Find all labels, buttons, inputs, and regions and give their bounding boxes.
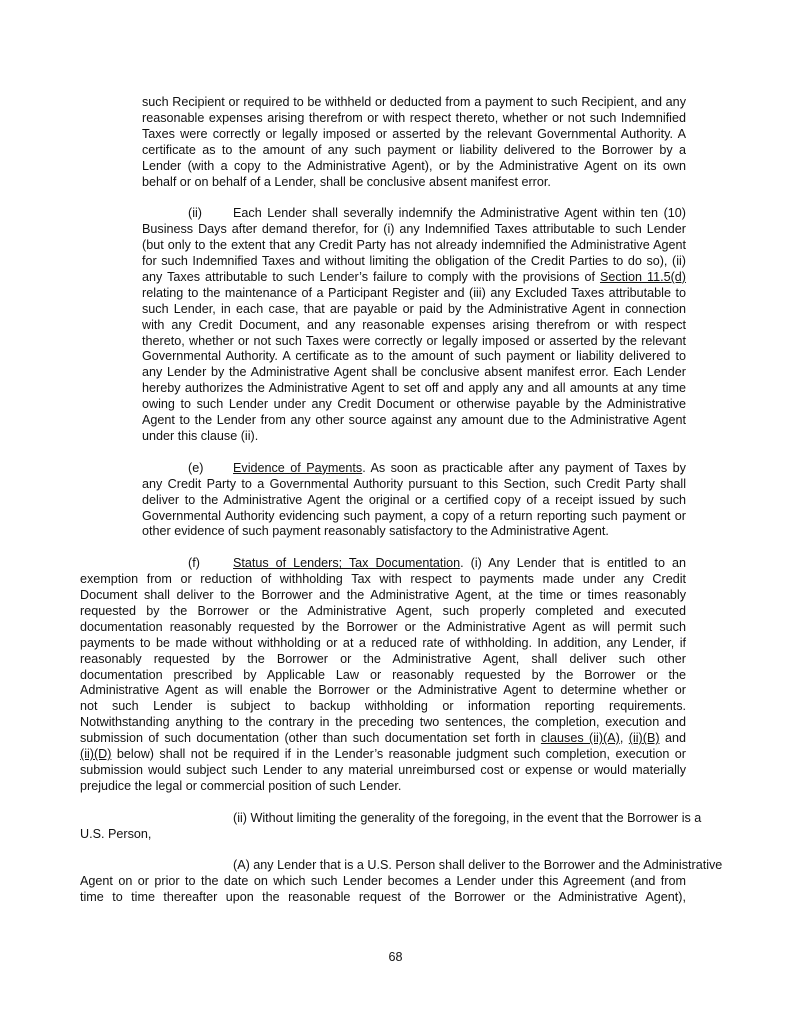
line-text: (A) any Lender that is a U.S. Person shall deliver to the Borrower and the Administrative (233, 858, 723, 873)
line-text: below) shall not be required if in the Lender’s reasonable judgment such completion, execution or (111, 747, 686, 762)
text-line (142, 159, 686, 175)
line-text: requested by the Borrower or the Administrative Agent, such properly completed and executed (80, 603, 686, 618)
clause-label: (e) (188, 460, 204, 475)
line-text: behalf or on behalf of a Lender, shall be conclusive absent manifest error. (142, 174, 551, 189)
text-line (80, 731, 686, 747)
document-body (80, 95, 723, 922)
text-line (142, 509, 686, 525)
line-text: and (659, 731, 686, 746)
line-text: submission of such documentation (other than such documentation set forth in (80, 731, 541, 746)
line-text: Agent to the Lender from any other source against any amount due to the Administrative Agent (142, 413, 686, 428)
line-text: certificate as to the amount of any such payment or liability delivered to the Borrower by a (142, 142, 686, 157)
line-text: Document shall deliver to the Borrower and the Administrative Agent, at the time or times reasonably (80, 588, 686, 603)
line-text: for such Indemnified Taxes and without limiting the obligation of the Credit Parties to do so), (ii) (142, 254, 686, 269)
line-text: prejudice the legal or commercial position of such Lender. (80, 778, 402, 793)
text-line (142, 127, 686, 143)
line-text: any Credit Party to a Governmental Authority pursuant to this Section, such Credit Party shall (142, 476, 686, 491)
text-line (80, 620, 686, 636)
text-line (142, 413, 686, 429)
text-line (80, 874, 686, 890)
line-text: Lender (with a copy to the Administrative Agent), or by the Administrative Agent on its own (142, 158, 686, 173)
line-text: such Recipient or required to be withheld or deducted from a payment to such Recipient, and any (142, 95, 686, 109)
cross-reference: (ii)(D) (80, 747, 112, 762)
line-text: . As soon as practicable after any payment of Taxes by (362, 460, 686, 475)
cross-reference: Evidence of Payments (233, 460, 363, 475)
cross-reference: Status of Lenders; Tax Documentation (233, 556, 461, 571)
text-line (80, 572, 686, 588)
text-line (142, 493, 686, 509)
text-line (142, 318, 686, 334)
text-line (80, 827, 686, 843)
cross-reference: clauses (ii)(A) (540, 731, 620, 746)
text-line (142, 334, 686, 350)
text-line (80, 588, 686, 604)
line-text: payments to be made without withholding or at a reduced rate of withholding. In addition, any Lender, if (80, 635, 686, 650)
text-line (142, 95, 686, 111)
text-line (142, 365, 686, 381)
paragraph (142, 206, 686, 445)
line-text: , (619, 731, 629, 746)
paragraph (80, 810, 702, 843)
line-text: Taxes were correctly or legally imposed or asserted by the relevant Governmental Authority. A (142, 126, 686, 141)
line-text: thereto, whether or not such Taxes were correctly or legally imposed or asserted by the relevant (142, 333, 686, 348)
line-text: submission would subject such Lender to any material unreimbursed cost or expense or would materially (80, 763, 686, 778)
line-text: reasonably requested by the Borrower or the Administrative Agent, shall deliver such other (80, 651, 686, 666)
text-line (142, 238, 686, 254)
paragraph (142, 461, 686, 541)
text-line (80, 858, 723, 874)
text-line (80, 779, 686, 795)
line-text: Business Days after demand therefor, for (i) any Indemnified Taxes attributable to such Lender (142, 222, 686, 237)
line-text: with any Credit Document, and any reasonable expenses arising therefrom or with respect (142, 317, 686, 332)
text-line (80, 556, 686, 572)
text-line (142, 397, 686, 413)
text-line (80, 636, 686, 652)
line-text: documentation reasonably requested by the Borrower or the Administrative Agent as will permit such (80, 619, 686, 634)
text-line (80, 715, 686, 731)
text-line (142, 286, 686, 302)
line-text: time to time thereafter upon the reasonable request of the Borrower or the Administrative Agent), (80, 890, 686, 905)
text-line (142, 270, 686, 286)
line-text: Governmental Authority. A certificate as to the amount of such payment or liability delivered to (142, 349, 686, 364)
line-text: deliver to the Administrative Agent the original or a certified copy of a receipt issued by such (142, 492, 686, 507)
line-text: documentation prescribed by Applicable Law or reasonably requested by the Borrower or the (80, 667, 686, 682)
text-line (80, 763, 686, 779)
cross-reference: Section 11.5(d) (599, 269, 686, 284)
clause-label: (ii) (188, 206, 202, 221)
line-text: reasonable expenses arising therefrom or with respect thereto, whether or not such Indemnified (142, 110, 686, 125)
line-text: Notwithstanding anything to the contrary in the preceding two sentences, the completion, execution and (80, 715, 686, 730)
text-line (142, 206, 686, 222)
line-text: . (i) Any Lender that is entitled to an (460, 556, 686, 571)
text-line (142, 111, 686, 127)
line-text: exemption from or reduction of withholding Tax with respect to payments made under any Credit (80, 572, 686, 587)
page-number: 68 (388, 950, 403, 964)
paragraph (142, 95, 686, 190)
text-line (80, 604, 686, 620)
cross-reference: (ii)(B) (628, 731, 660, 746)
text-line (142, 477, 686, 493)
text-line (142, 222, 686, 238)
line-text: Administrative Agent as will enable the Borrower or the Administrative Agent to determine whether or (80, 683, 686, 698)
line-text: other evidence of such payment reasonably satisfactory to the Administrative Agent. (142, 524, 609, 539)
text-line (142, 302, 686, 318)
line-text: Each Lender shall severally indemnify the Administrative Agent within ten (10) (233, 206, 686, 221)
text-line (142, 175, 686, 191)
clause-label: (f) (188, 556, 200, 571)
text-line (80, 890, 686, 906)
text-line (80, 810, 702, 827)
text-line (80, 668, 686, 684)
text-line (142, 524, 686, 540)
text-line (142, 349, 686, 365)
paragraph (80, 556, 686, 795)
line-text: such Lender, in each case, that are payable or paid by the Administrative Agent in connection (142, 301, 686, 316)
line-text: relating to the maintenance of a Participant Register and (iii) any Excluded Taxes attributable to (142, 285, 686, 300)
text-line (80, 699, 686, 715)
text-line (80, 683, 686, 699)
line-text: Governmental Authority evidencing such payment, a copy of a return reporting such payment or (142, 508, 686, 523)
line-text: Agent on or prior to the date on which such Lender becomes a Lender under this Agreement (and from (80, 874, 686, 889)
text-line (142, 143, 686, 159)
text-line (142, 429, 686, 445)
text-line (80, 747, 686, 763)
text-line (142, 254, 686, 270)
line-text: hereby authorizes the Administrative Agent to set off and apply any and all amounts at any time (142, 381, 686, 396)
line-text: U.S. Person, (80, 826, 152, 841)
line-text: (ii) Without limiting the generality of the foregoing, in the event that the Borrower is a (233, 810, 702, 825)
line-text: (but only to the extent that any Credit Party has not already indemnified the Administrative Agent (142, 238, 686, 253)
line-text: under this clause (ii). (142, 429, 259, 444)
line-text: owing to such Lender under any Credit Document or otherwise payable by the Administrative (142, 397, 686, 412)
line-text: not such Lender is subject to backup withholding or information reporting requirements. (80, 699, 686, 714)
paragraph (80, 858, 723, 906)
line-text: any Taxes attributable to such Lender’s failure to comply with the provisions of (142, 269, 600, 284)
text-line (142, 461, 686, 477)
text-line (80, 652, 686, 668)
line-text: any Lender by the Administrative Agent shall be conclusive absent manifest error. Each Lender (142, 365, 686, 380)
text-line (142, 381, 686, 397)
